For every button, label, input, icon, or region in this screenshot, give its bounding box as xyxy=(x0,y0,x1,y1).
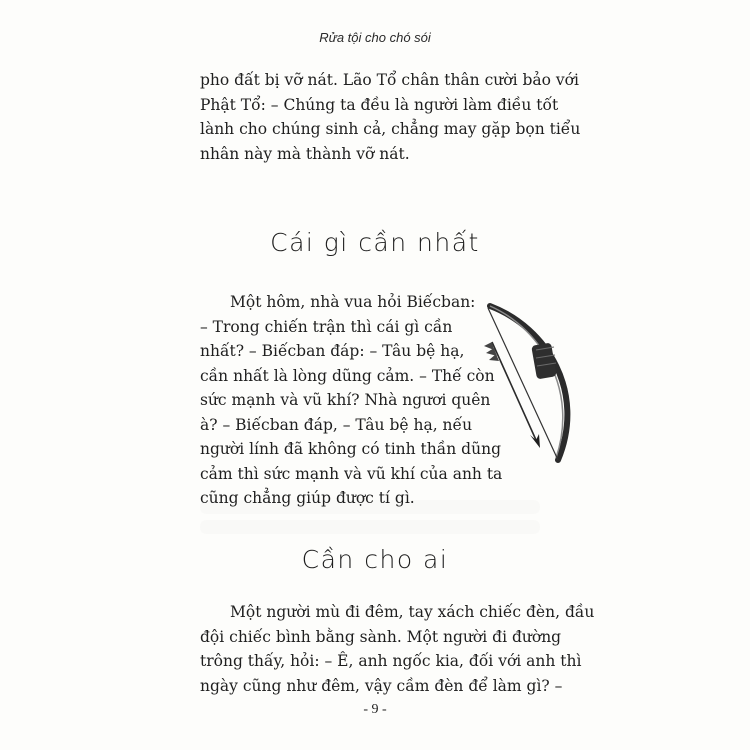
text-line: sức mạnh và vũ khí? Nhà ngươi quên xyxy=(200,391,491,409)
text-line: nhất? – Biếcban đáp: – Tâu bệ hạ, xyxy=(200,342,465,360)
text-line: Phật Tổ: – Chúng ta đều là người làm điều tốt xyxy=(200,95,559,114)
text-line: – Trong chiến trận thì cái gì cần xyxy=(200,317,453,336)
text-line: pho đất bị vỡ nát. Lão Tổ chân thân cười bảo với xyxy=(200,71,579,89)
bow-and-arrow-icon xyxy=(478,298,578,468)
page-number: - 9 - xyxy=(363,702,387,717)
text-line: cảm thì sức mạnh và vũ khí của anh ta xyxy=(200,464,503,483)
text-line: ngày cũng như đêm, vậy cầm đèn để làm gì? – xyxy=(200,676,563,695)
text-line: Một người mù đi đêm, tay xách chiếc đèn, đầu xyxy=(230,603,595,621)
text-line: à? – Biếcban đáp, – Tâu bệ hạ, nếu xyxy=(200,415,473,434)
text-line: người lính đã không có tinh thần dũng xyxy=(200,440,501,458)
paper-texture xyxy=(200,500,540,514)
text-line: nhân này mà thành vỡ nát. xyxy=(200,144,410,163)
text-line: cần nhất là lòng dũng cảm. – Thế còn xyxy=(200,366,495,385)
intro-paragraph xyxy=(200,68,580,166)
running-header: Rửa tội cho chó sói xyxy=(319,30,431,45)
section2-paragraph xyxy=(200,600,594,698)
text-line: lành cho chúng sinh cả, chẳng may gặp bọn tiểu xyxy=(200,120,581,138)
section-title-cai-gi-can-nhat: Cái gì cần nhất xyxy=(270,228,480,257)
section-title-can-cho-ai: Cần cho ai xyxy=(301,545,449,574)
text-line: Một hôm, nhà vua hỏi Biếcban: xyxy=(230,293,476,311)
paper-texture xyxy=(200,520,540,534)
section1-paragraph xyxy=(200,290,502,511)
text-line: đội chiếc bình bằng sành. Một người đi đường xyxy=(200,627,562,646)
text-line: cũng chẳng giúp được tí gì. xyxy=(200,489,415,507)
text-line: trông thấy, hỏi: – Ê, anh ngốc kia, đối với anh thì xyxy=(200,652,582,670)
